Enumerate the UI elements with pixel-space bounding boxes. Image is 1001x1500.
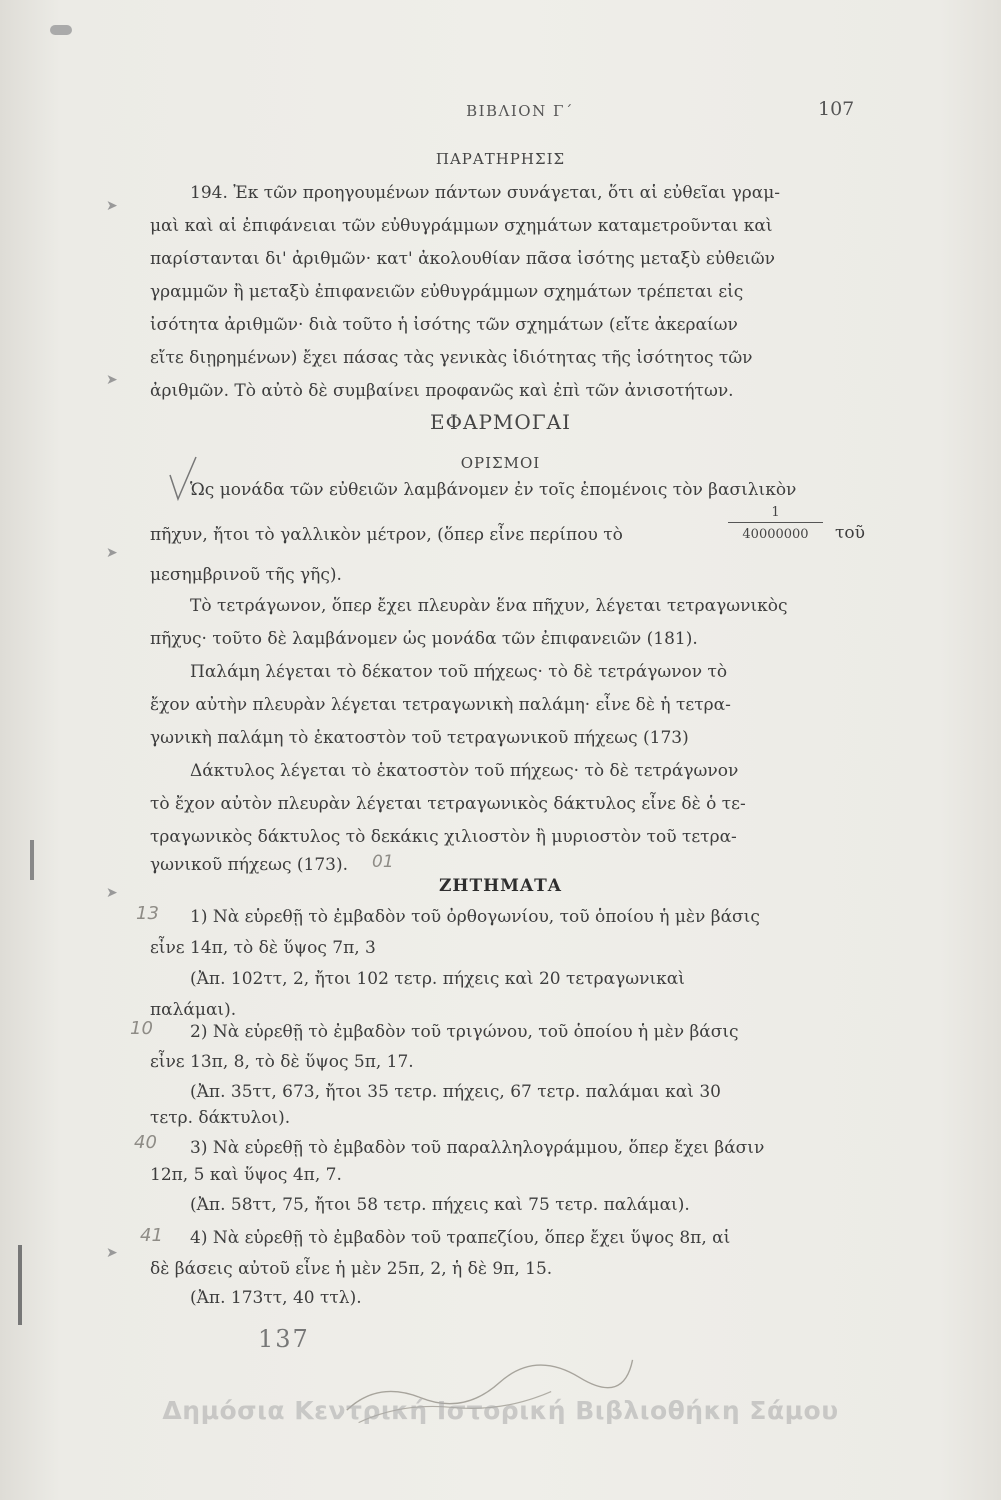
margin-note: 10: [130, 1018, 153, 1039]
margin-note: 40: [134, 1132, 157, 1153]
text-line: γωνικοῦ πήχεως (173).: [150, 855, 348, 875]
margin-mark: ➤: [106, 198, 118, 214]
text-line: 12π, 5 καὶ ὕψος 4π, 7.: [150, 1165, 342, 1185]
stamp-number: 137: [258, 1325, 310, 1353]
text-line: Δάκτυλος λέγεται τὸ ἑκατοστὸν τοῦ πήχεως· τὸ δὲ τετράγωνον: [190, 761, 739, 781]
text-line: εἶνε 14π, τὸ δὲ ὕψος 7π, 3: [150, 938, 376, 958]
heading-observation: ΠΑΡΑΤΗΡΗΣΙΣ: [435, 150, 566, 168]
text-line: παρίστανται δι' ἀριθμῶν· κατ' ἀκολουθίαν πᾶσα ἰσότης μεταξὺ εὐθειῶν: [150, 249, 775, 269]
scan-artifact: [18, 1245, 22, 1325]
text-line: (Ἀπ. 102ττ, 2, ἤτοι 102 τετρ. πήχεις καὶ 20 τετραγωνικαὶ: [190, 969, 685, 989]
text-line: (Ἀπ. 35ττ, 673, ἤτοι 35 τετρ. πήχεις, 67 τετρ. παλάμαι καὶ 30: [190, 1082, 721, 1102]
scan-artifact: [30, 840, 34, 880]
text-line: τὸ ἔχον αὐτὸν πλευρὰν λέγεται τετραγωνικὸς δάκτυλος εἶνε δὲ ὁ τε-: [150, 794, 746, 814]
text-line: γραμμῶν ἢ μεταξὺ ἐπιφανειῶν εὐθυγράμμων σχημάτων τρέπεται εἰς: [150, 282, 744, 302]
fraction-numerator: 1: [728, 505, 823, 523]
margin-mark: ➤: [106, 885, 118, 901]
fraction: [728, 505, 823, 542]
text-line: Ὡς μονάδα τῶν εὐθειῶν λαμβάνομεν ἐν τοῖς ἑπομένοις τὸν βασιλικὸν: [190, 480, 797, 500]
text-line: ἀριθμῶν. Τὸ αὐτὸ δὲ συμβαίνει προφανῶς καὶ ἐπὶ τῶν ἀνισοτήτων.: [150, 381, 734, 401]
library-watermark: Δημόσια Κεντρική Ιστορική Βιβλιοθήκη Σάμου: [162, 1396, 839, 1425]
running-header: ΒΙΒΛΙΟΝ Γ΄: [466, 102, 574, 120]
text-line: εἶνε 13π, 8, τὸ δὲ ὕψος 5π, 17.: [150, 1052, 414, 1072]
heading-problems: ΖΗΤΗΜΑΤΑ: [438, 876, 563, 896]
fraction-denominator: 40000000: [742, 527, 809, 542]
heading-applications: ΕΦΑΡΜΟΓΑΙ: [430, 410, 571, 434]
text-line: ἰσότητα ἀριθμῶν· διὰ τοῦτο ἡ ἰσότης τῶν σχημάτων (εἴτε ἀκεραίων: [150, 315, 738, 335]
margin-mark: ➤: [106, 545, 118, 561]
text-line: μαὶ καὶ αἱ ἐπιφάνειαι τῶν εὐθυγράμμων σχημάτων καταμετροῦνται καὶ: [150, 216, 773, 236]
text-line: γωνικὴ παλάμη τὸ ἑκατοστὸν τοῦ τετραγωνικοῦ πήχεως (173): [150, 728, 689, 748]
text-line: παλάμαι).: [150, 1000, 237, 1020]
text-line: ἔχον αὐτὴν πλευρὰν λέγεται τετραγωνικὴ παλάμη· εἶνε δὲ ἡ τετρα-: [150, 695, 731, 715]
margin-note: 13: [136, 903, 159, 924]
text-line: δὲ βάσεις αὐτοῦ εἶνε ἡ μὲν 25π, 2, ἡ δὲ 9π, 15.: [150, 1259, 553, 1279]
text-line: 4) Νὰ εὑρεθῇ τὸ ἐμβαδὸν τοῦ τραπεζίου, ὅπερ ἔχει ὕψος 8π, αἱ: [190, 1228, 731, 1248]
scan-artifact: [50, 25, 72, 35]
margin-note: 01: [372, 852, 394, 872]
page-number: 107: [818, 98, 855, 120]
margin-mark: ➤: [106, 372, 118, 388]
text-line: 194. Ἐκ τῶν προηγουμένων πάντων συνάγεται, ὅτι αἱ εὐθεῖαι γραμ-: [190, 183, 781, 203]
text-line: πῆχυν, ἤτοι τὸ γαλλικὸν μέτρον, (ὅπερ εἶνε περίπου τὸ: [150, 525, 623, 545]
text-line: (Ἀπ. 173ττ, 40 ττλ).: [190, 1288, 362, 1308]
text-line: (Ἀπ. 58ττ, 75, ἤτοι 58 τετρ. πήχεις καὶ 75 τετρ. παλάμαι).: [190, 1195, 690, 1215]
text-line: 1) Νὰ εὑρεθῇ τὸ ἐμβαδὸν τοῦ ὀρθογωνίου, τοῦ ὁποίου ἡ μὲν βάσις: [190, 907, 760, 927]
text-line: τετρ. δάκτυλοι).: [150, 1108, 291, 1128]
text-line: 2) Νὰ εὑρεθῇ τὸ ἐμβαδὸν τοῦ τριγώνου, τοῦ ὁποίου ἡ μὲν βάσις: [190, 1022, 739, 1042]
text-line: μεσημβρινοῦ τῆς γῆς).: [150, 565, 342, 585]
text-line: Παλάμη λέγεται τὸ δέκατον τοῦ πήχεως· τὸ δὲ τετράγωνον τὸ: [190, 662, 728, 682]
text-line: πῆχυς· τοῦτο δὲ λαμβάνομεν ὡς μονάδα τῶν ἐπιφανειῶν (181).: [150, 629, 698, 649]
margin-note: 41: [140, 1225, 163, 1246]
text-line: Τὸ τετράγωνον, ὅπερ ἔχει πλευρὰν ἕνα πῆχυν, λέγεται τετραγωνικὸς: [190, 596, 788, 616]
margin-mark: ➤: [106, 1245, 118, 1261]
heading-definitions: ΟΡΙΣΜΟΙ: [460, 454, 541, 472]
text-line: εἴτε διῃρημένων) ἔχει πάσας τὰς γενικὰς ἰδιότητας τῆς ἰσότητος τῶν: [150, 348, 753, 368]
text-line: 3) Νὰ εὑρεθῇ τὸ ἐμβαδὸν τοῦ παραλληλογράμμου, ὅπερ ἔχει βάσιν: [190, 1138, 765, 1158]
text-line: τραγωνικὸς δάκτυλος τὸ δεκάκις χιλιοστὸν ἢ μυριοστὸν τοῦ τετρα-: [150, 827, 737, 847]
text-fragment: τοῦ: [835, 523, 865, 543]
